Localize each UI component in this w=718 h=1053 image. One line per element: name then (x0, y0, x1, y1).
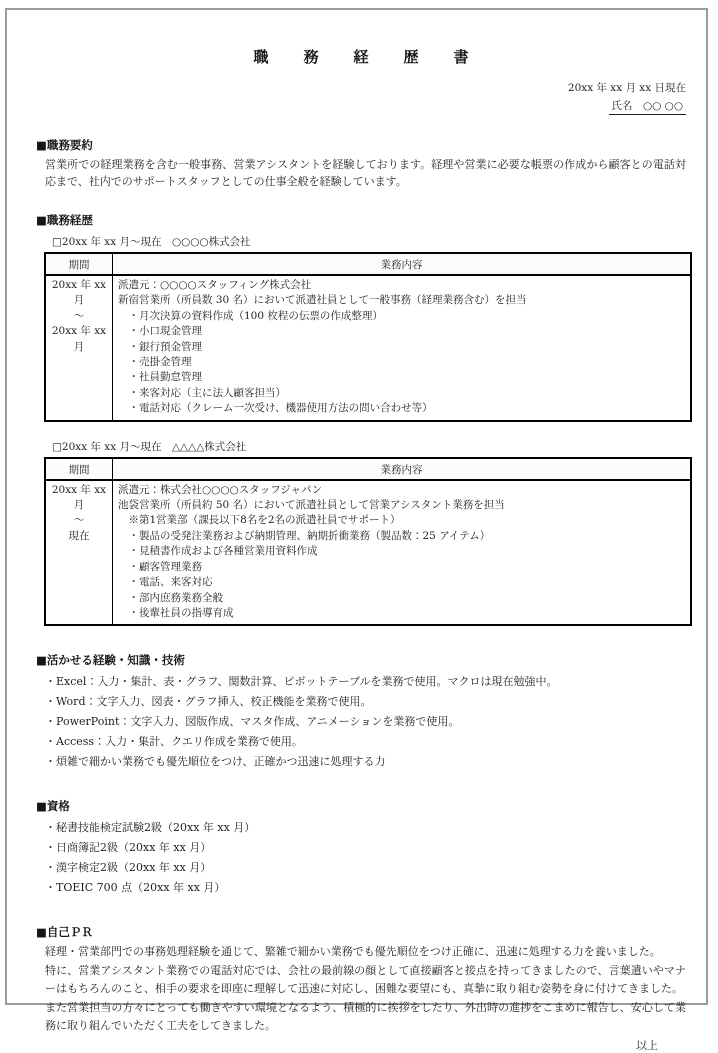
detail-line: ・電話対応（クレーム一次受け、機器使用方法の問い合わせ等） (118, 402, 433, 415)
table-row (45, 480, 691, 626)
history-entry (36, 234, 686, 422)
document-content (7, 46, 706, 1053)
page-frame (5, 8, 708, 1052)
section-pr (36, 924, 686, 1036)
detail-cell (113, 480, 692, 626)
period-cell (45, 275, 113, 421)
detail-line: 池袋営業所（所員約 50 名）において派遣社員として営業アシスタント業務を担当 (118, 499, 505, 512)
detail-line: ・銀行預金管理 (118, 340, 202, 353)
detail-line: 新宿営業所（所員数 30 名）において派遣社員として一般事務（経理業務含む）を担当 (118, 294, 527, 307)
pr-paragraphs (45, 943, 686, 1036)
section-history (36, 212, 686, 626)
job-table (44, 252, 692, 422)
list-item: ・煩雑で細かい業務でも優先順位をつけ、正確かつ迅速に処理する力 (45, 755, 386, 769)
period-cell (45, 480, 113, 626)
period-line: ～ (73, 514, 85, 527)
period-line: 20xx 年 xx 月 (51, 279, 107, 307)
qualifications-heading: ■資格 (36, 799, 70, 814)
detail-line: ・電話、来客対応 (118, 576, 213, 589)
table-header-detail: 業務内容 (113, 253, 692, 275)
list-item: ・Access：入力・集計、クエリ作成を業務で使用。 (45, 735, 303, 749)
list-item: ・Word：文字入力、図表・グラフ挿入、校正機能を業務で使用。 (45, 695, 372, 709)
detail-line: ・社員勤怠管理 (118, 371, 202, 384)
list-item: ・日商簿記2級（20xx 年 xx 月） (45, 841, 212, 855)
skills-list (45, 672, 686, 772)
name-line (36, 98, 686, 115)
history-heading: ■職務経歴 (36, 213, 93, 227)
pr-paragraph: 経理・営業部門での事務処理経験を通じて、繁雑で細かい業務でも優先順位をつけ正確に、迅速に処理する力を養いました。 (45, 945, 661, 959)
list-item: ・TOEIC 700 点（20xx 年 xx 月） (45, 881, 226, 895)
list-item: ・秘書技能検定試験2級（20xx 年 xx 月） (45, 821, 256, 835)
summary-heading: ■職務要約 (36, 138, 93, 152)
period-line: ～ (73, 309, 85, 322)
pr-heading: ■自己ＰＲ (36, 925, 93, 940)
detail-line: ・顧客管理業務 (118, 560, 202, 573)
detail-line: ・後輩社員の指導育成 (118, 606, 234, 619)
pr-paragraph: また営業担当の方々にとっても働きやすい環境となるよう、積極的に挨拶をしたり、外出時の進捗をこまめに報告し、安心して業務に取り組んでいただく工夫をしてきました。 (45, 1000, 686, 1033)
detail-line: 派遣元：○○○○スタッフィング株式会社 (118, 279, 312, 291)
history-entry (36, 439, 686, 627)
closing-text: 以上 (636, 1038, 658, 1052)
table-header-detail: 業務内容 (113, 458, 692, 480)
detail-cell (113, 275, 692, 421)
period-line: 20xx 年 xx 月 (51, 325, 107, 353)
detail-line: ・来客対応（主に法人顧客担当） (118, 386, 286, 399)
summary-text: 営業所での経理業務を含む一般事務、営業アシスタントを経験しております。経理や営業に必要な帳票の作成から顧客との電話対応まで、社内でのサポートスタッフとしての仕事全般を経験しています。 (45, 158, 686, 188)
pr-paragraph: 特に、営業アシスタント業務での電話対応では、会社の最前線の顔として直接顧客と接点を持ってきましたので、言葉遣いやマナーはもちろんのこと、相手の要求を即座に理解して迅速に対応し、困難な要望にも、真摯に取り組む姿勢を身に付けてきました。 (45, 963, 686, 996)
table-row (45, 275, 691, 421)
detail-line: ・部内庶務業務全般 (118, 591, 223, 604)
table-header-period: 期間 (45, 253, 113, 275)
section-skills (36, 652, 686, 772)
qualifications-list (45, 818, 686, 898)
document-title: 職 務 経 歴 書 (253, 48, 479, 66)
detail-line: ・見積書作成および各種営業用資料作成 (118, 545, 318, 558)
skills-heading: ■活かせる経験・知識・技術 (36, 653, 185, 668)
table-header-row (45, 253, 691, 275)
period-line: 現在 (68, 529, 90, 542)
company-line: □20xx 年 xx 月～現在 △△△△株式会社 (52, 440, 247, 453)
list-item: ・漢字検定2級（20xx 年 xx 月） (45, 861, 212, 875)
table-header-period: 期間 (45, 458, 113, 480)
detail-line: ・月次決算の資料作成（100 枚程の伝票の作成整理） (118, 309, 383, 322)
detail-line: ※第1営業部（課長以下8名を2名の派遣社員でサポート） (118, 514, 401, 527)
detail-line: ・製品の受発注業務および納期管理、納期折衝業務（製品数：25 アイテム） (118, 529, 491, 542)
company-line: □20xx 年 xx 月～現在 ○○○○株式会社 (52, 236, 251, 248)
table-header-row (45, 458, 691, 480)
detail-line: 派遣元：株式会社○○○○スタッフジャパン (118, 483, 323, 496)
name-value: 氏名 ○○ ○○ (609, 98, 687, 115)
list-item: ・PowerPoint：文字入力、図版作成、マスタ作成、アニメーションを業務で使用。 (45, 715, 460, 729)
job-table (44, 457, 692, 627)
list-item: ・Excel：入力・集計、表・グラフ、関数計算、ピボットテーブルを業務で使用。マクロは現在勉強中。 (45, 675, 558, 689)
section-summary (36, 137, 686, 190)
detail-line: ・売掛金管理 (118, 356, 192, 369)
period-line: 20xx 年 xx 月 (51, 483, 107, 512)
date-line: 20xx 年 xx 月 xx 日現在 (567, 82, 686, 94)
detail-line: ・小口現金管理 (118, 325, 202, 338)
section-qualifications (36, 798, 686, 898)
